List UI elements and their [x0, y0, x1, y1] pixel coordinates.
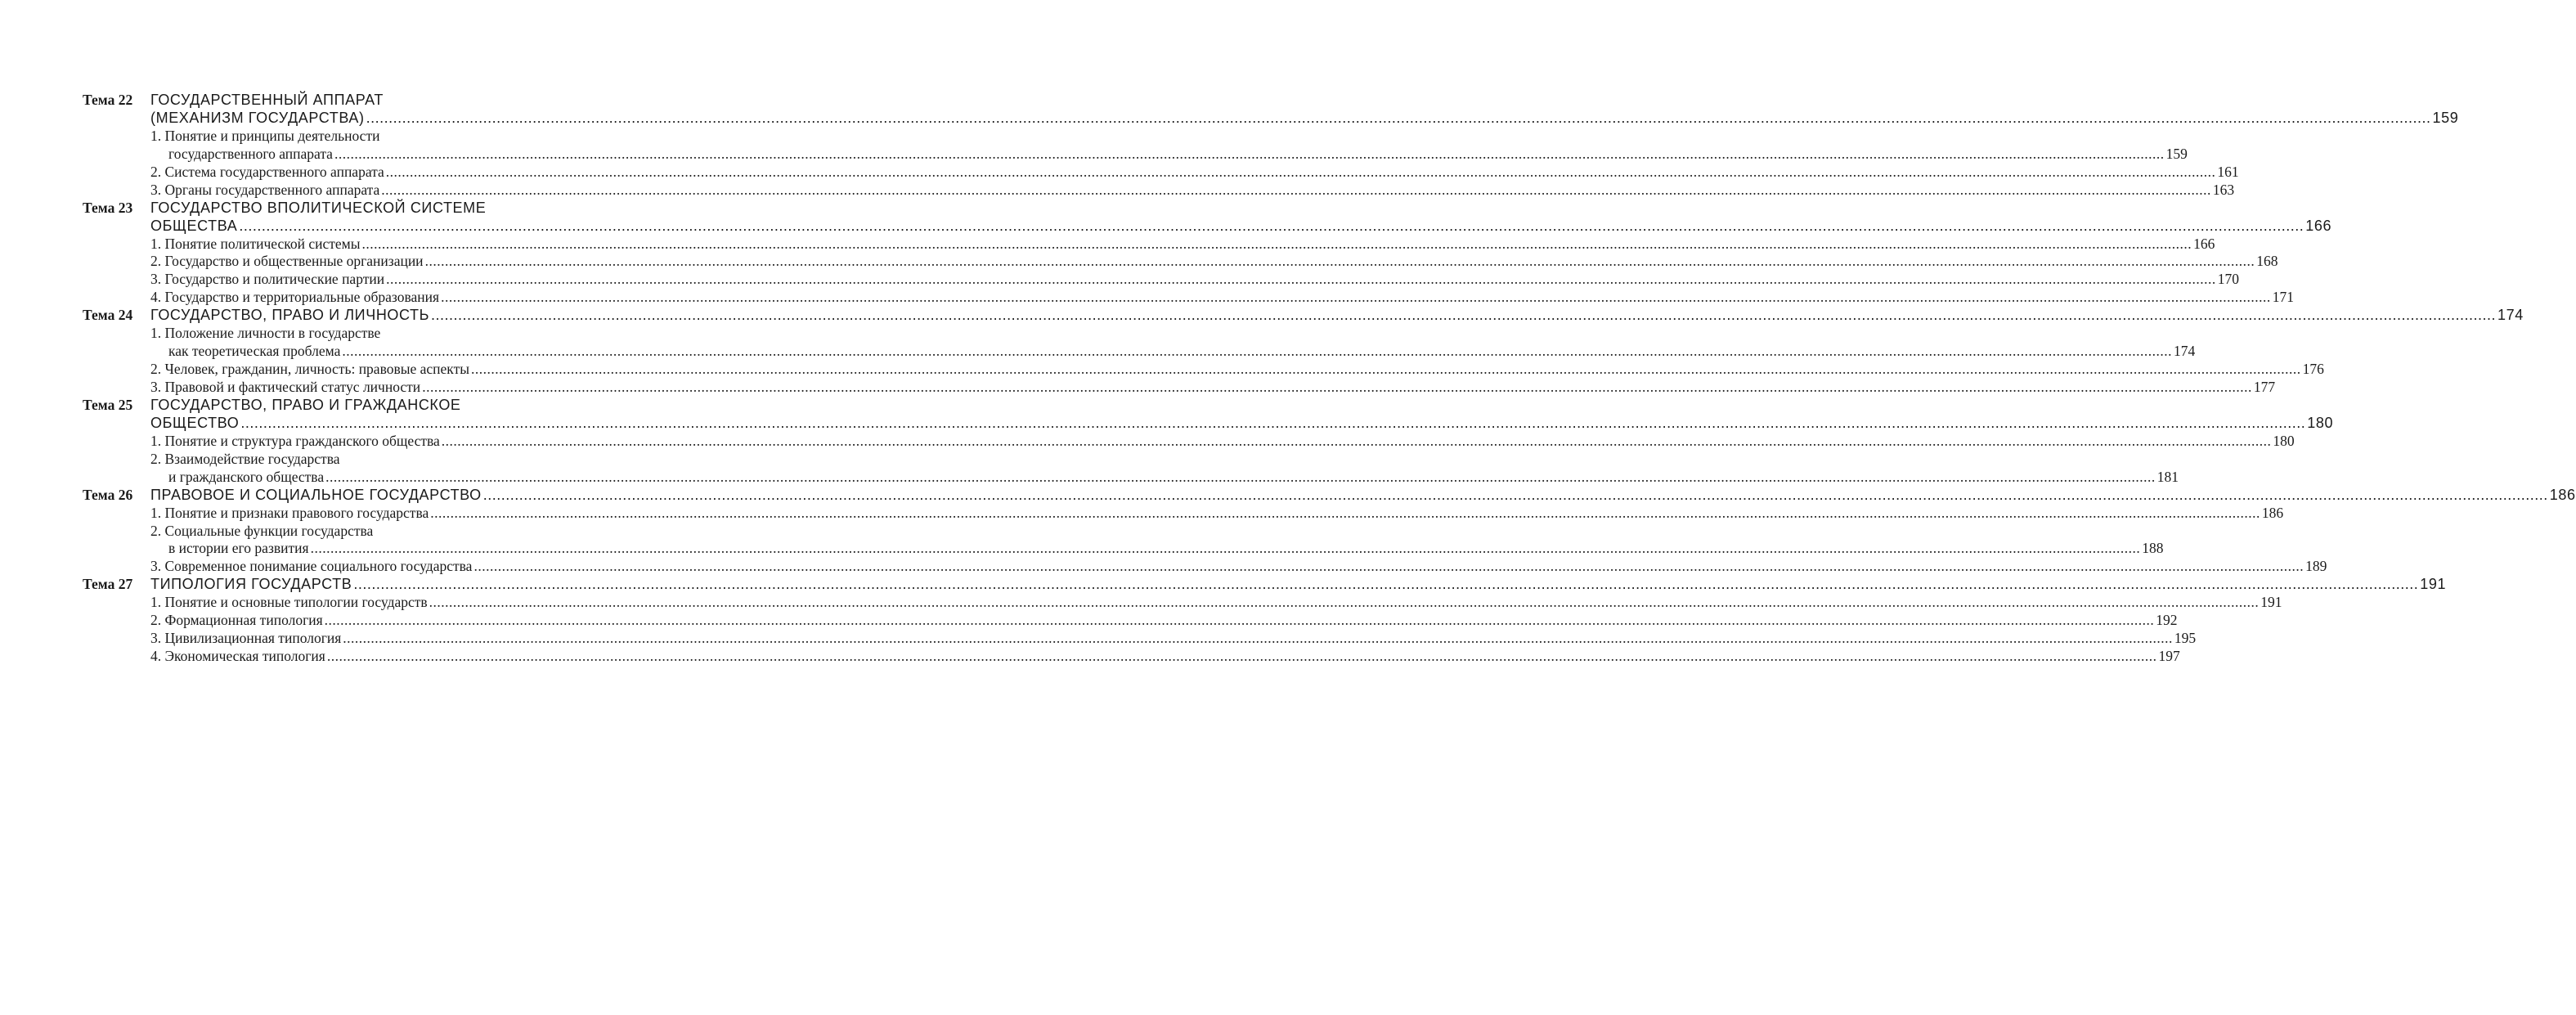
page-number: 174	[2173, 343, 2196, 360]
toc-entry[interactable]	[150, 612, 2178, 630]
topic-title-line: ГОСУДАРСТВО ВПОЛИТИЧЕСКОЙ СИСТЕМЕ	[150, 199, 487, 216]
page-number: 177	[2253, 379, 2276, 395]
topic-label: Тема 26	[83, 486, 133, 503]
page-number: 159	[2432, 109, 2459, 126]
toc-entry[interactable]	[150, 379, 2276, 397]
page-number: 166	[2305, 217, 2332, 234]
toc-entry-text: 1. Понятие политической системы	[150, 235, 361, 252]
topic-title-line-text: (МЕХАНИЗМ ГОСУДАРСТВА)	[150, 109, 365, 126]
toc-topic	[83, 92, 2459, 200]
dot-leader	[386, 164, 2216, 182]
toc-entry-text: 1. Понятие и признаки правового государства	[150, 504, 429, 521]
page-number: 191	[2260, 594, 2282, 611]
topic-body	[150, 199, 2332, 308]
toc-entry-text: 3. Цивилизационная типология	[150, 630, 342, 647]
dot-leader	[483, 487, 2548, 505]
toc-entry[interactable]	[150, 163, 2239, 182]
topic-title-line-text: ГОСУДАРСТВО, ПРАВО И ЛИЧНОСТЬ	[150, 307, 430, 324]
topic-title-line[interactable]	[150, 109, 2459, 128]
toc-entry-text: 2. Государство и общественные организации	[150, 253, 424, 270]
page-number: 174	[2497, 307, 2524, 324]
topic-label: Тема 24	[83, 307, 133, 324]
page-number: 197	[2158, 648, 2180, 665]
page-number: 163	[2212, 181, 2235, 198]
toc-entry[interactable]	[150, 289, 2294, 307]
dot-leader	[431, 307, 2496, 325]
dot-leader	[430, 505, 2260, 523]
dot-leader	[441, 289, 2271, 307]
page-number: 168	[2256, 253, 2278, 270]
toc-entry-text: 1. Понятие и основные типологии государств	[150, 594, 428, 611]
toc-entry[interactable]	[150, 343, 2196, 361]
page-number: 171	[2272, 289, 2294, 306]
dot-leader	[473, 558, 2304, 576]
toc-entry-line: 2. Взаимодействие государства	[150, 450, 340, 467]
dot-leader	[381, 182, 2211, 200]
table-of-contents	[83, 92, 2576, 666]
topic-title-line[interactable]	[150, 486, 2576, 505]
page-number: 176	[2302, 361, 2324, 378]
dot-leader	[361, 236, 2192, 254]
topic-label: Тема 25	[83, 396, 133, 413]
dot-leader	[425, 253, 2255, 271]
toc-entry-text: 1. Понятие и структура гражданского общества	[150, 432, 440, 449]
toc-entry[interactable]	[150, 181, 2235, 200]
toc-entry-text: в истории его развития	[168, 540, 309, 557]
topic-title-line[interactable]	[150, 414, 2334, 433]
dot-leader	[334, 146, 2165, 164]
dot-leader	[471, 361, 2301, 379]
topic-body	[150, 92, 2459, 200]
topic-body	[150, 576, 2447, 666]
page-number: 191	[2420, 576, 2447, 593]
toc-entry-line: 1. Положение личности в государстве	[150, 325, 381, 342]
topic-title-line[interactable]	[150, 576, 2447, 594]
toc-entry[interactable]	[150, 271, 2239, 289]
dot-leader	[325, 612, 2155, 630]
toc-entry-text: 4. Государство и территориальные образования	[150, 289, 440, 306]
topic-title-line[interactable]	[150, 307, 2524, 325]
topic-body	[150, 396, 2334, 487]
toc-entry-text: 2. Формационная типология	[150, 612, 323, 629]
toc-topic	[83, 307, 2524, 397]
toc-entry-text: и гражданского общества	[168, 468, 325, 485]
page-number: 181	[2156, 468, 2179, 485]
toc-entry[interactable]	[150, 253, 2278, 271]
toc-entry-text: как теоретическая проблема	[168, 343, 341, 360]
toc-topic	[83, 396, 2334, 487]
page-number: 188	[2142, 540, 2164, 557]
dot-leader	[342, 343, 2172, 361]
dot-leader	[353, 576, 2418, 594]
toc-entry[interactable]	[150, 361, 2324, 379]
dot-leader	[366, 110, 2431, 128]
topic-title-line-text: ТИПОЛОГИЯ ГОСУДАРСТВ	[150, 576, 352, 593]
toc-entry[interactable]	[150, 558, 2327, 576]
page-number: 192	[2156, 612, 2178, 629]
topic-label: Тема 27	[83, 576, 133, 593]
toc-entry[interactable]	[150, 432, 2295, 451]
dot-leader	[386, 271, 2216, 289]
toc-entry-text: 3. Современное понимание социального государства	[150, 558, 473, 575]
topic-title-line-text: ПРАВОВОЕ И СОЦИАЛЬНОЕ ГОСУДАРСТВО	[150, 486, 482, 503]
toc-topic	[83, 486, 2576, 577]
page-number: 195	[2174, 630, 2197, 647]
topic-title-line: ГОСУДАРСТВО, ПРАВО И ГРАЖДАНСКОЕ	[150, 396, 461, 413]
topic-label: Тема 22	[83, 92, 133, 108]
page-number: 170	[2217, 271, 2239, 288]
dot-leader	[327, 648, 2157, 666]
toc-entry[interactable]	[150, 468, 2179, 487]
toc-topic	[83, 576, 2447, 666]
topic-body	[150, 307, 2524, 397]
topic-title-line-text: ОБЩЕСТВА	[150, 217, 238, 234]
toc-entry-text: 3. Правовой и фактический статус личности	[150, 379, 421, 395]
toc-entry[interactable]	[150, 630, 2197, 648]
dot-leader	[442, 433, 2272, 451]
toc-entry-text: 2. Система государственного аппарата	[150, 163, 384, 180]
page-number: 186	[2549, 486, 2576, 503]
page-number: 161	[2217, 163, 2239, 180]
topic-title-line-text: ОБЩЕСТВО	[150, 414, 240, 431]
dot-leader	[325, 469, 2156, 487]
toc-entry[interactable]	[150, 648, 2180, 666]
toc-entry-line: 2. Социальные функции государства	[150, 522, 374, 539]
toc-entry[interactable]	[150, 594, 2282, 612]
page-number: 159	[2165, 145, 2188, 162]
toc-entry-text: 4. Экономическая типология	[150, 648, 325, 665]
toc-entry-text: государственного аппарата	[168, 145, 333, 162]
page-number: 189	[2305, 558, 2327, 575]
topic-title-line: ГОСУДАРСТВЕННЫЙ АППАРАТ	[150, 92, 384, 108]
toc-entry-text: 3. Органы государственного аппарата	[150, 181, 380, 198]
toc-entry-text: 2. Человек, гражданин, личность: правовые аспекты	[150, 361, 469, 378]
toc-entry[interactable]	[150, 540, 2164, 558]
topic-label: Тема 23	[83, 199, 133, 216]
page-number: 186	[2261, 504, 2284, 521]
topic-title-line[interactable]	[150, 217, 2332, 236]
page-number: 166	[2193, 235, 2215, 252]
topic-body	[150, 486, 2576, 577]
dot-leader	[422, 379, 2252, 397]
toc-entry[interactable]	[150, 504, 2284, 523]
page-number: 180	[2273, 432, 2295, 449]
page-number: 180	[2307, 414, 2334, 431]
dot-leader	[311, 540, 2141, 558]
toc-entry[interactable]	[150, 145, 2188, 164]
dot-leader	[343, 630, 2173, 648]
dot-leader	[240, 415, 2305, 433]
toc-entry-line: 1. Понятие и принципы деятельности	[150, 127, 380, 144]
toc-entry-text: 3. Государство и политические партии	[150, 271, 385, 288]
dot-leader	[429, 594, 2260, 612]
dot-leader	[239, 218, 2304, 236]
toc-topic	[83, 199, 2332, 308]
toc-entry[interactable]	[150, 235, 2215, 254]
